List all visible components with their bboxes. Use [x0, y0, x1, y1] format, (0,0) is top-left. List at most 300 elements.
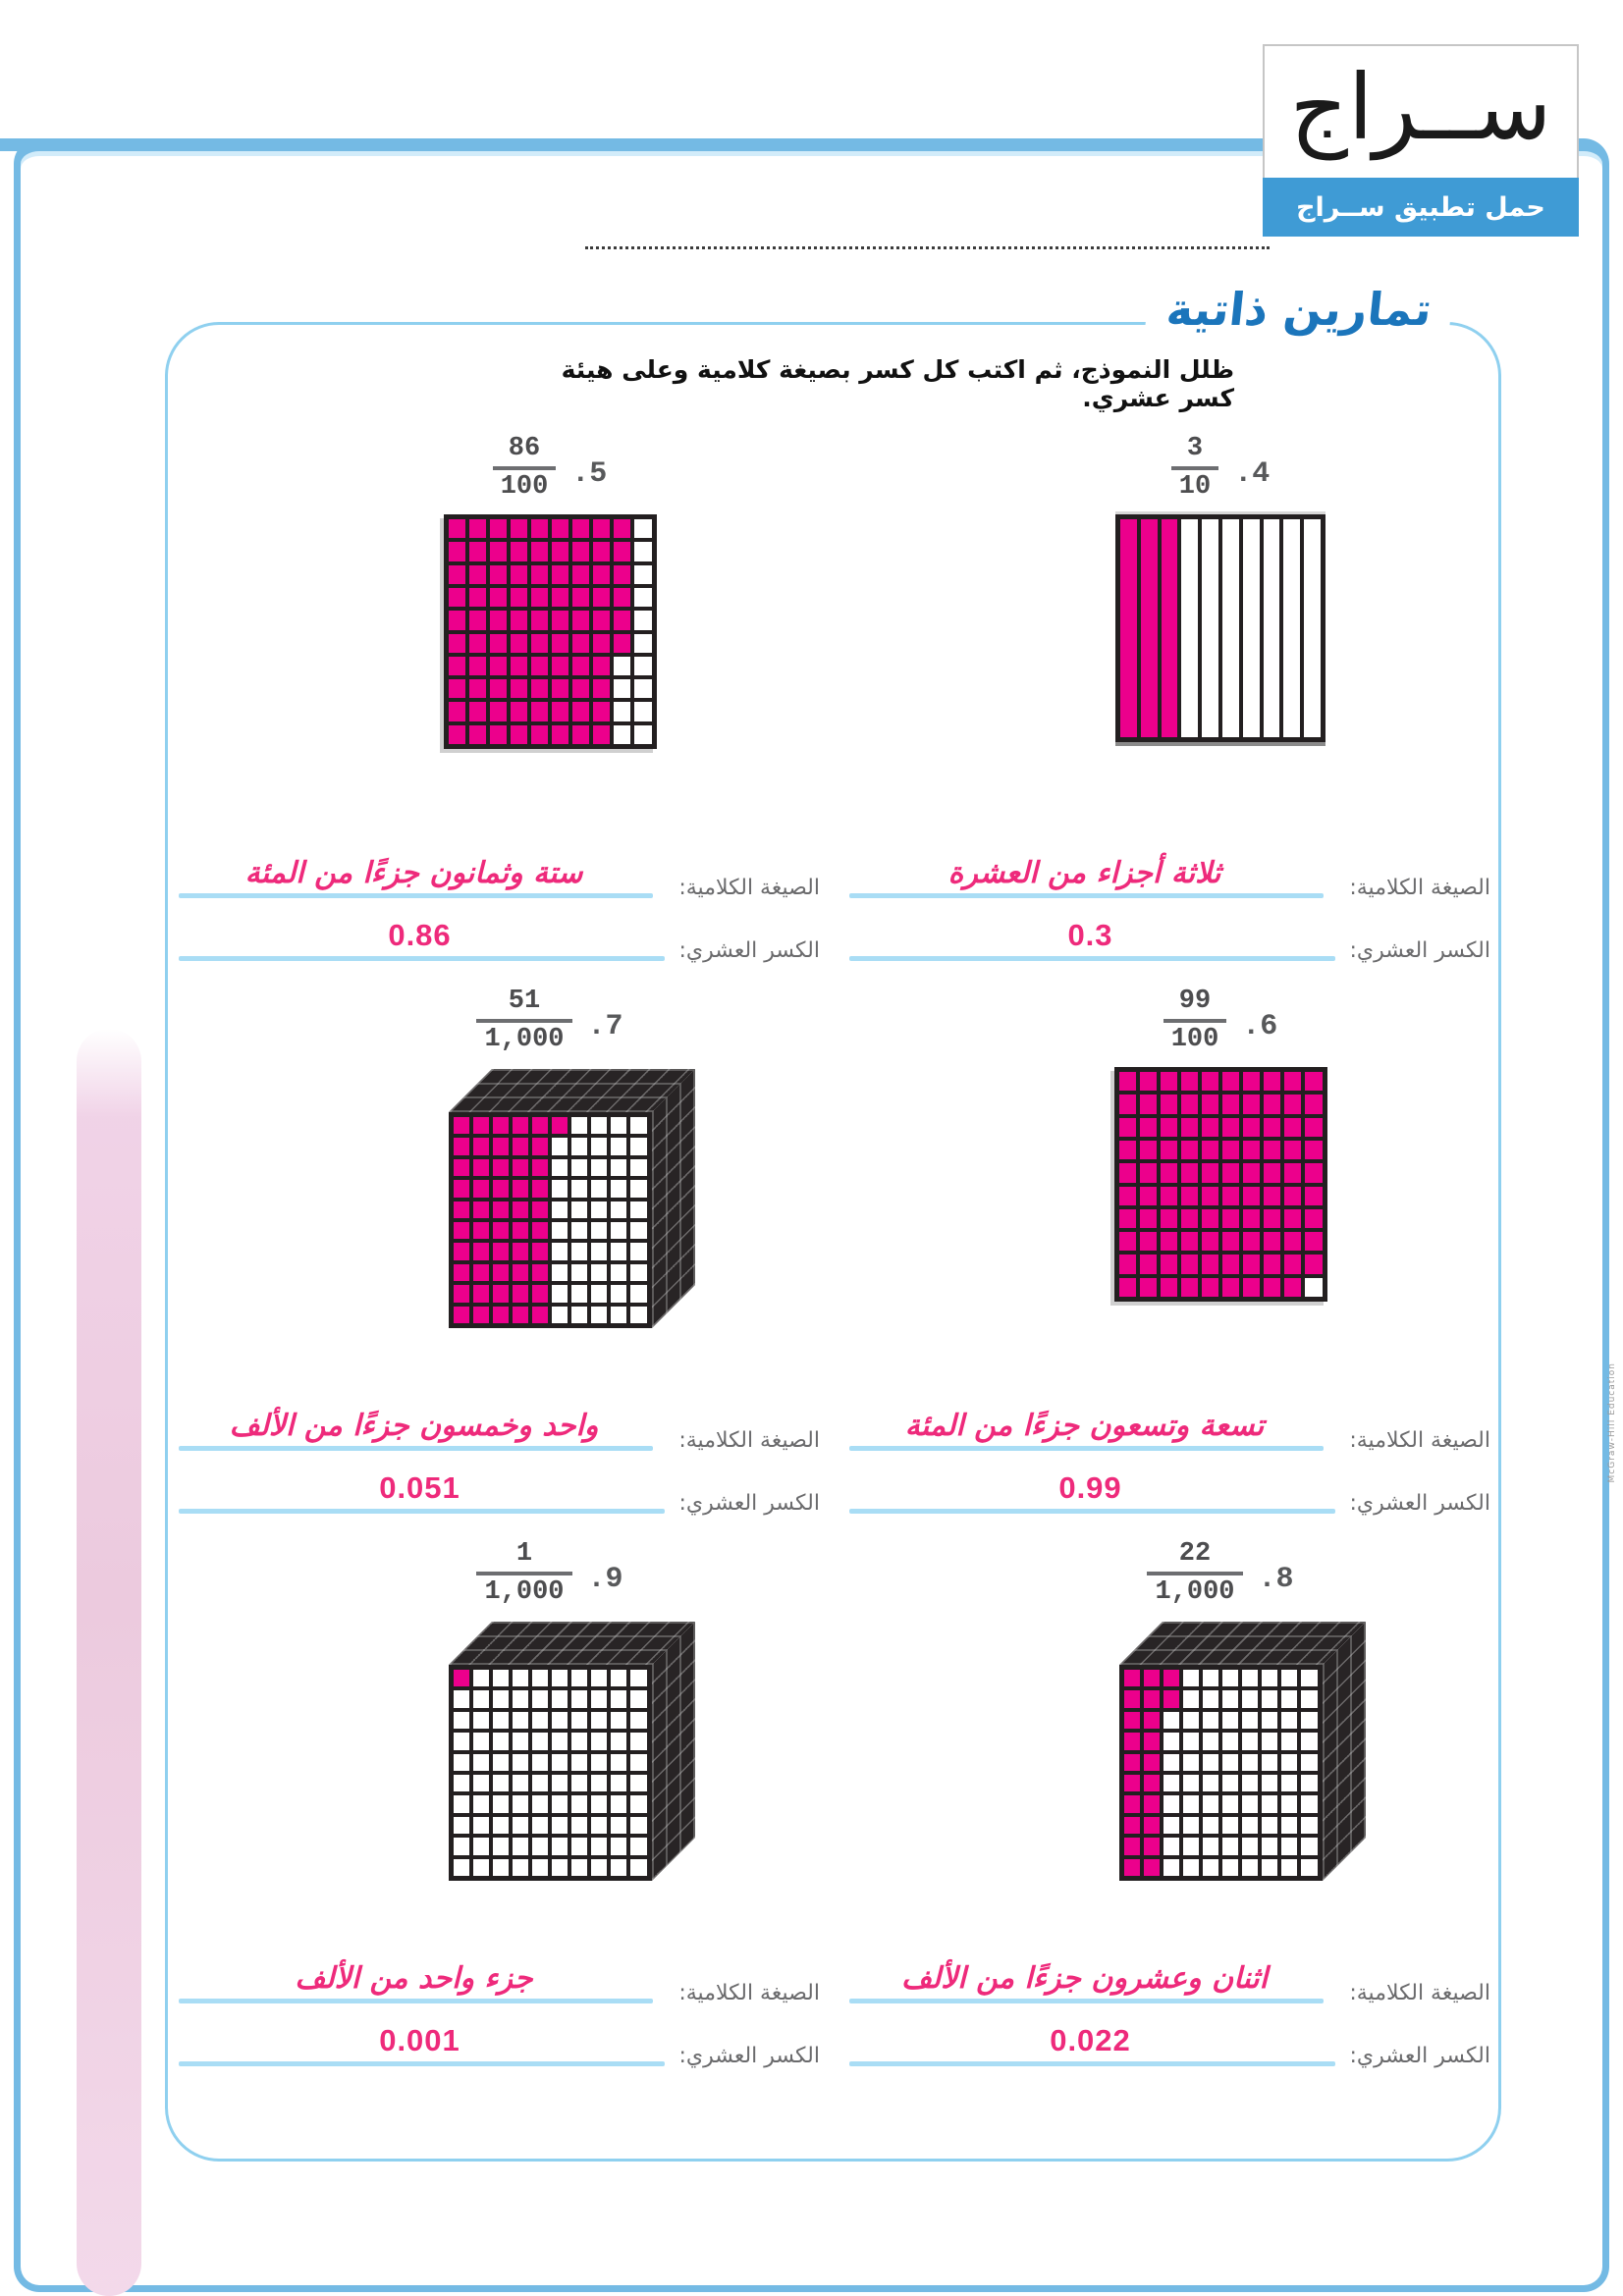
empty-cell: [630, 1817, 646, 1834]
empty-cell: [630, 1670, 646, 1686]
fraction-denominator: 10: [1171, 466, 1218, 503]
shaded-cell: [490, 634, 507, 653]
empty-cell: [473, 1817, 489, 1834]
fraction-model: [444, 514, 657, 749]
dotted-divider: [585, 246, 1270, 249]
empty-cell: [513, 1838, 528, 1854]
shaded-cell: [493, 1222, 509, 1239]
shaded-cell: [1243, 1255, 1260, 1273]
empty-cell: [611, 1180, 626, 1197]
empty-cell: [1222, 1775, 1238, 1791]
empty-cell: [493, 1754, 509, 1771]
shaded-cell: [454, 1180, 469, 1197]
problem-block: [845, 987, 1490, 1522]
empty-cell: [473, 1670, 489, 1686]
empty-cell: [513, 1733, 528, 1749]
empty-cell: [571, 1754, 587, 1771]
problem-header: [339, 1539, 761, 1608]
empty-cell: [591, 1117, 607, 1134]
shaded-cell: [469, 679, 486, 698]
shaded-cell: [1222, 1232, 1239, 1251]
empty-cell: [1222, 1754, 1238, 1771]
decimal-row: [175, 1459, 820, 1522]
shaded-cell: [513, 1285, 528, 1302]
model-area: [1009, 1067, 1432, 1302]
shaded-cell: [593, 657, 610, 675]
empty-cell: [513, 1817, 528, 1834]
fraction-denominator: 100: [493, 466, 557, 503]
empty-cell: [634, 588, 651, 607]
empty-cell: [611, 1817, 626, 1834]
shaded-cell: [1161, 1141, 1177, 1159]
shaded-cell: [1284, 1232, 1301, 1251]
shaded-cell: [1202, 1278, 1218, 1297]
shaded-cell: [454, 1670, 469, 1686]
shaded-cell: [490, 611, 507, 629]
shaded-cell: [449, 657, 465, 675]
decimal-label: الكسر العشري:: [678, 938, 820, 963]
shaded-cell: [473, 1222, 489, 1239]
shaded-cell: [1181, 1163, 1198, 1182]
shaded-cell: [1119, 1163, 1136, 1182]
shaded-cell: [1264, 1209, 1280, 1228]
shaded-cell: [1264, 1141, 1280, 1159]
shaded-cell: [572, 702, 589, 721]
shaded-cell: [1119, 1209, 1136, 1228]
shaded-cell: [1243, 1163, 1260, 1182]
shaded-cell: [1144, 1670, 1160, 1686]
answer-line: [179, 1509, 665, 1514]
empty-cell: [1181, 519, 1198, 737]
shaded-cell: [454, 1201, 469, 1218]
shaded-cell: [1181, 1278, 1198, 1297]
shaded-cell: [1140, 1187, 1157, 1205]
empty-cell: [614, 679, 630, 698]
empty-cell: [591, 1180, 607, 1197]
empty-cell: [1203, 1712, 1218, 1729]
shaded-cell: [1140, 1255, 1157, 1273]
empty-cell: [1183, 1817, 1199, 1834]
empty-cell: [1242, 1690, 1258, 1707]
empty-cell: [513, 1775, 528, 1791]
empty-cell: [1163, 1838, 1179, 1854]
shaded-cell: [531, 702, 548, 721]
decimal-label: الكسر العشري:: [1349, 1491, 1490, 1516]
shaded-cell: [1284, 1255, 1301, 1273]
shaded-cell: [532, 1243, 548, 1259]
word-form-label: الصيغة الكلامية:: [1349, 876, 1490, 900]
problem-number: .8: [1258, 1563, 1294, 1597]
shaded-cell: [449, 565, 465, 584]
answers: [175, 1949, 820, 2074]
shaded-cell: [1305, 1072, 1322, 1091]
shaded-cell: [1305, 1095, 1322, 1113]
shaded-cell: [449, 542, 465, 561]
empty-cell: [630, 1733, 646, 1749]
word-form-answer: ستة وثمانون جزءًا من المئة: [244, 856, 583, 890]
shaded-cell: [1161, 1163, 1177, 1182]
empty-cell: [634, 565, 651, 584]
empty-cell: [611, 1201, 626, 1218]
empty-cell: [571, 1838, 587, 1854]
empty-cell: [1183, 1733, 1199, 1749]
empty-cell: [552, 1264, 568, 1281]
empty-cell: [1242, 1754, 1258, 1771]
shaded-cell: [1161, 1187, 1177, 1205]
shaded-cell: [572, 588, 589, 607]
empty-cell: [634, 519, 651, 538]
empty-cell: [611, 1859, 626, 1876]
empty-cell: [1222, 1712, 1238, 1729]
shaded-cell: [532, 1285, 548, 1302]
decimal-label: الكسر العشري:: [1349, 938, 1490, 963]
empty-cell: [1183, 1690, 1199, 1707]
shaded-cell: [490, 657, 507, 675]
empty-cell: [571, 1690, 587, 1707]
shaded-cell: [454, 1117, 469, 1134]
shaded-cell: [1243, 1072, 1260, 1091]
shaded-cell: [449, 611, 465, 629]
shaded-cell: [552, 657, 568, 675]
empty-cell: [532, 1838, 548, 1854]
shaded-cell: [1181, 1118, 1198, 1137]
empty-cell: [591, 1201, 607, 1218]
shaded-cell: [572, 725, 589, 744]
empty-cell: [591, 1670, 607, 1686]
empty-cell: [1301, 1838, 1317, 1854]
answer-line: [849, 893, 1324, 898]
empty-cell: [493, 1795, 509, 1812]
word-form-row: [845, 1949, 1490, 2011]
decimal-answer: 0.3: [1067, 918, 1113, 952]
shaded-cell: [449, 588, 465, 607]
fraction: [1147, 1539, 1242, 1608]
shaded-cell: [513, 1222, 528, 1239]
shaded-cell: [1140, 1095, 1157, 1113]
shaded-cell: [1222, 1072, 1239, 1091]
shaded-cell: [1222, 1141, 1239, 1159]
shaded-cell: [1181, 1187, 1198, 1205]
shaded-cell: [1284, 1187, 1301, 1205]
empty-cell: [552, 1795, 568, 1812]
shaded-cell: [1119, 1118, 1136, 1137]
shaded-cell: [473, 1138, 489, 1154]
empty-cell: [552, 1733, 568, 1749]
decimal-answer: 0.001: [379, 2023, 460, 2057]
empty-cell: [532, 1817, 548, 1834]
decimal-label: الكسر العشري:: [1349, 2044, 1490, 2068]
fraction-model: [1114, 1067, 1327, 1302]
model-grid: [449, 1112, 652, 1328]
shaded-cell: [1284, 1141, 1301, 1159]
empty-cell: [1242, 1670, 1258, 1686]
empty-cell: [571, 1138, 587, 1154]
empty-cell: [1222, 1670, 1238, 1686]
shaded-cell: [454, 1138, 469, 1154]
empty-cell: [493, 1712, 509, 1729]
logo-tagline: حمل تطبيق ســراج: [1296, 191, 1545, 223]
shaded-cell: [531, 634, 548, 653]
shaded-cell: [469, 725, 486, 744]
empty-cell: [634, 634, 651, 653]
shaded-cell: [1202, 1118, 1218, 1137]
shaded-cell: [531, 542, 548, 561]
shaded-cell: [552, 611, 568, 629]
word-form-label: الصيغة الكلامية:: [1349, 1981, 1490, 2005]
shaded-cell: [454, 1285, 469, 1302]
empty-cell: [591, 1795, 607, 1812]
shaded-cell: [490, 565, 507, 584]
answer-line: [849, 2061, 1335, 2066]
empty-cell: [532, 1775, 548, 1791]
empty-cell: [1242, 1859, 1258, 1876]
empty-cell: [513, 1670, 528, 1686]
shaded-cell: [1181, 1141, 1198, 1159]
empty-cell: [552, 1838, 568, 1854]
shaded-cell: [1264, 1232, 1280, 1251]
empty-cell: [630, 1838, 646, 1854]
shaded-cell: [1305, 1209, 1322, 1228]
problem-block: [845, 434, 1490, 969]
shaded-cell: [593, 542, 610, 561]
shaded-cell: [469, 588, 486, 607]
shaded-cell: [454, 1159, 469, 1176]
empty-cell: [1301, 1775, 1317, 1791]
problem-header: [1009, 1539, 1432, 1608]
empty-cell: [1203, 1817, 1218, 1834]
shaded-cell: [1264, 1072, 1280, 1091]
shaded-cell: [1144, 1733, 1160, 1749]
empty-cell: [591, 1838, 607, 1854]
empty-cell: [1301, 1670, 1317, 1686]
empty-cell: [630, 1222, 646, 1239]
empty-cell: [1281, 1712, 1297, 1729]
empty-cell: [1242, 1712, 1258, 1729]
shaded-cell: [511, 565, 527, 584]
shaded-cell: [1161, 1209, 1177, 1228]
answers: [845, 1949, 1490, 2074]
answers: [845, 1396, 1490, 1522]
empty-cell: [454, 1712, 469, 1729]
shaded-cell: [1140, 1278, 1157, 1297]
empty-cell: [1281, 1733, 1297, 1749]
empty-cell: [591, 1690, 607, 1707]
problem-block: [175, 434, 820, 969]
empty-cell: [611, 1159, 626, 1176]
shaded-cell: [1243, 1095, 1260, 1113]
empty-cell: [630, 1243, 646, 1259]
empty-cell: [1242, 1817, 1258, 1834]
empty-cell: [611, 1285, 626, 1302]
empty-cell: [571, 1285, 587, 1302]
shaded-cell: [593, 565, 610, 584]
shaded-cell: [1181, 1209, 1198, 1228]
problem-number: .9: [587, 1563, 623, 1597]
fraction: [1163, 987, 1227, 1055]
empty-cell: [1281, 1754, 1297, 1771]
empty-cell: [532, 1670, 548, 1686]
empty-cell: [591, 1712, 607, 1729]
empty-cell: [614, 657, 630, 675]
empty-cell: [473, 1859, 489, 1876]
decimal-answer: 0.99: [1058, 1470, 1122, 1505]
empty-cell: [571, 1795, 587, 1812]
empty-cell: [1163, 1733, 1179, 1749]
shaded-cell: [490, 725, 507, 744]
answer-line: [849, 1509, 1335, 1514]
shaded-cell: [513, 1138, 528, 1154]
empty-cell: [1281, 1838, 1297, 1854]
empty-cell: [552, 1222, 568, 1239]
shaded-cell: [1163, 1690, 1179, 1707]
empty-cell: [571, 1712, 587, 1729]
empty-cell: [630, 1159, 646, 1176]
shaded-cell: [1222, 1278, 1239, 1297]
fraction-model: [1119, 1665, 1323, 1881]
empty-cell: [571, 1264, 587, 1281]
empty-cell: [591, 1285, 607, 1302]
shaded-cell: [552, 565, 568, 584]
shaded-cell: [1140, 1209, 1157, 1228]
word-form-row: [175, 1949, 820, 2011]
shaded-cell: [493, 1243, 509, 1259]
empty-cell: [1262, 1670, 1277, 1686]
shaded-cell: [511, 611, 527, 629]
empty-cell: [1163, 1795, 1179, 1812]
shaded-cell: [513, 1201, 528, 1218]
empty-cell: [1222, 1733, 1238, 1749]
empty-cell: [513, 1690, 528, 1707]
empty-cell: [634, 657, 651, 675]
word-form-row: [845, 843, 1490, 906]
empty-cell: [1203, 1754, 1218, 1771]
shaded-cell: [552, 702, 568, 721]
answer-line: [849, 1446, 1324, 1451]
empty-cell: [630, 1307, 646, 1323]
shaded-cell: [511, 542, 527, 561]
shaded-cell: [532, 1222, 548, 1239]
decimal-row: [845, 906, 1490, 969]
empty-cell: [1242, 1775, 1258, 1791]
shaded-cell: [531, 588, 548, 607]
empty-cell: [1281, 1775, 1297, 1791]
empty-cell: [1183, 1670, 1199, 1686]
shaded-cell: [493, 1285, 509, 1302]
shaded-cell: [1144, 1838, 1160, 1854]
shaded-cell: [454, 1307, 469, 1323]
shaded-cell: [1124, 1838, 1140, 1854]
shaded-cell: [473, 1264, 489, 1281]
shaded-cell: [572, 679, 589, 698]
empty-cell: [1305, 1278, 1322, 1297]
empty-cell: [614, 702, 630, 721]
empty-cell: [552, 1285, 568, 1302]
shaded-cell: [473, 1201, 489, 1218]
fraction-numerator: 51: [508, 987, 541, 1016]
problem-header: [1009, 987, 1432, 1055]
empty-cell: [552, 1859, 568, 1876]
empty-cell: [1222, 1795, 1238, 1812]
empty-cell: [473, 1838, 489, 1854]
empty-cell: [1202, 519, 1218, 737]
shaded-cell: [593, 588, 610, 607]
empty-cell: [611, 1117, 626, 1134]
answer-line: [849, 1999, 1324, 2003]
shaded-cell: [1161, 1072, 1177, 1091]
empty-cell: [552, 1817, 568, 1834]
shaded-cell: [1124, 1754, 1140, 1771]
shaded-cell: [511, 634, 527, 653]
shaded-cell: [513, 1180, 528, 1197]
empty-cell: [532, 1754, 548, 1771]
empty-cell: [1222, 1817, 1238, 1834]
shaded-cell: [490, 588, 507, 607]
word-form-answer: ثلاثة أجزاء من العشرة: [947, 856, 1221, 890]
shaded-cell: [1202, 1187, 1218, 1205]
shaded-cell: [1305, 1118, 1322, 1137]
empty-cell: [1301, 1817, 1317, 1834]
model-area: [339, 1067, 761, 1328]
empty-cell: [552, 1690, 568, 1707]
answers: [175, 1396, 820, 1522]
empty-cell: [493, 1838, 509, 1854]
empty-cell: [493, 1670, 509, 1686]
empty-cell: [611, 1754, 626, 1771]
word-form-label: الصيغة الكلامية:: [678, 876, 820, 900]
empty-cell: [591, 1859, 607, 1876]
empty-cell: [571, 1817, 587, 1834]
empty-cell: [634, 702, 651, 721]
shaded-cell: [1119, 1141, 1136, 1159]
shaded-cell: [1284, 1163, 1301, 1182]
model-area: [339, 1620, 761, 1881]
instruction-text: ظلل النموذج، ثم اكتب كل كسر بصيغة كلامية وعلى هيئة كسر عشري.: [561, 355, 1234, 412]
shaded-cell: [1119, 1278, 1136, 1297]
empty-cell: [454, 1795, 469, 1812]
model-grid: [444, 514, 657, 749]
empty-cell: [1163, 1775, 1179, 1791]
shaded-cell: [1305, 1163, 1322, 1182]
decimal-row: [845, 1459, 1490, 1522]
empty-cell: [630, 1285, 646, 1302]
empty-cell: [630, 1754, 646, 1771]
decimal-row: [175, 2011, 820, 2074]
shaded-cell: [1243, 1187, 1260, 1205]
decimal-row: [175, 906, 820, 969]
shaded-cell: [593, 702, 610, 721]
empty-cell: [1262, 1733, 1277, 1749]
empty-cell: [571, 1201, 587, 1218]
shaded-cell: [1141, 519, 1158, 737]
problem-block: [175, 987, 820, 1522]
shaded-cell: [473, 1117, 489, 1134]
empty-cell: [571, 1733, 587, 1749]
empty-cell: [611, 1795, 626, 1812]
shaded-cell: [572, 634, 589, 653]
empty-cell: [630, 1180, 646, 1197]
empty-cell: [1262, 1775, 1277, 1791]
empty-cell: [473, 1754, 489, 1771]
empty-cell: [630, 1117, 646, 1134]
shaded-cell: [1144, 1859, 1160, 1876]
empty-cell: [1262, 1712, 1277, 1729]
empty-cell: [552, 1201, 568, 1218]
empty-cell: [591, 1775, 607, 1791]
shaded-cell: [552, 1117, 568, 1134]
empty-cell: [454, 1838, 469, 1854]
empty-cell: [454, 1733, 469, 1749]
answer-line: [179, 893, 653, 898]
